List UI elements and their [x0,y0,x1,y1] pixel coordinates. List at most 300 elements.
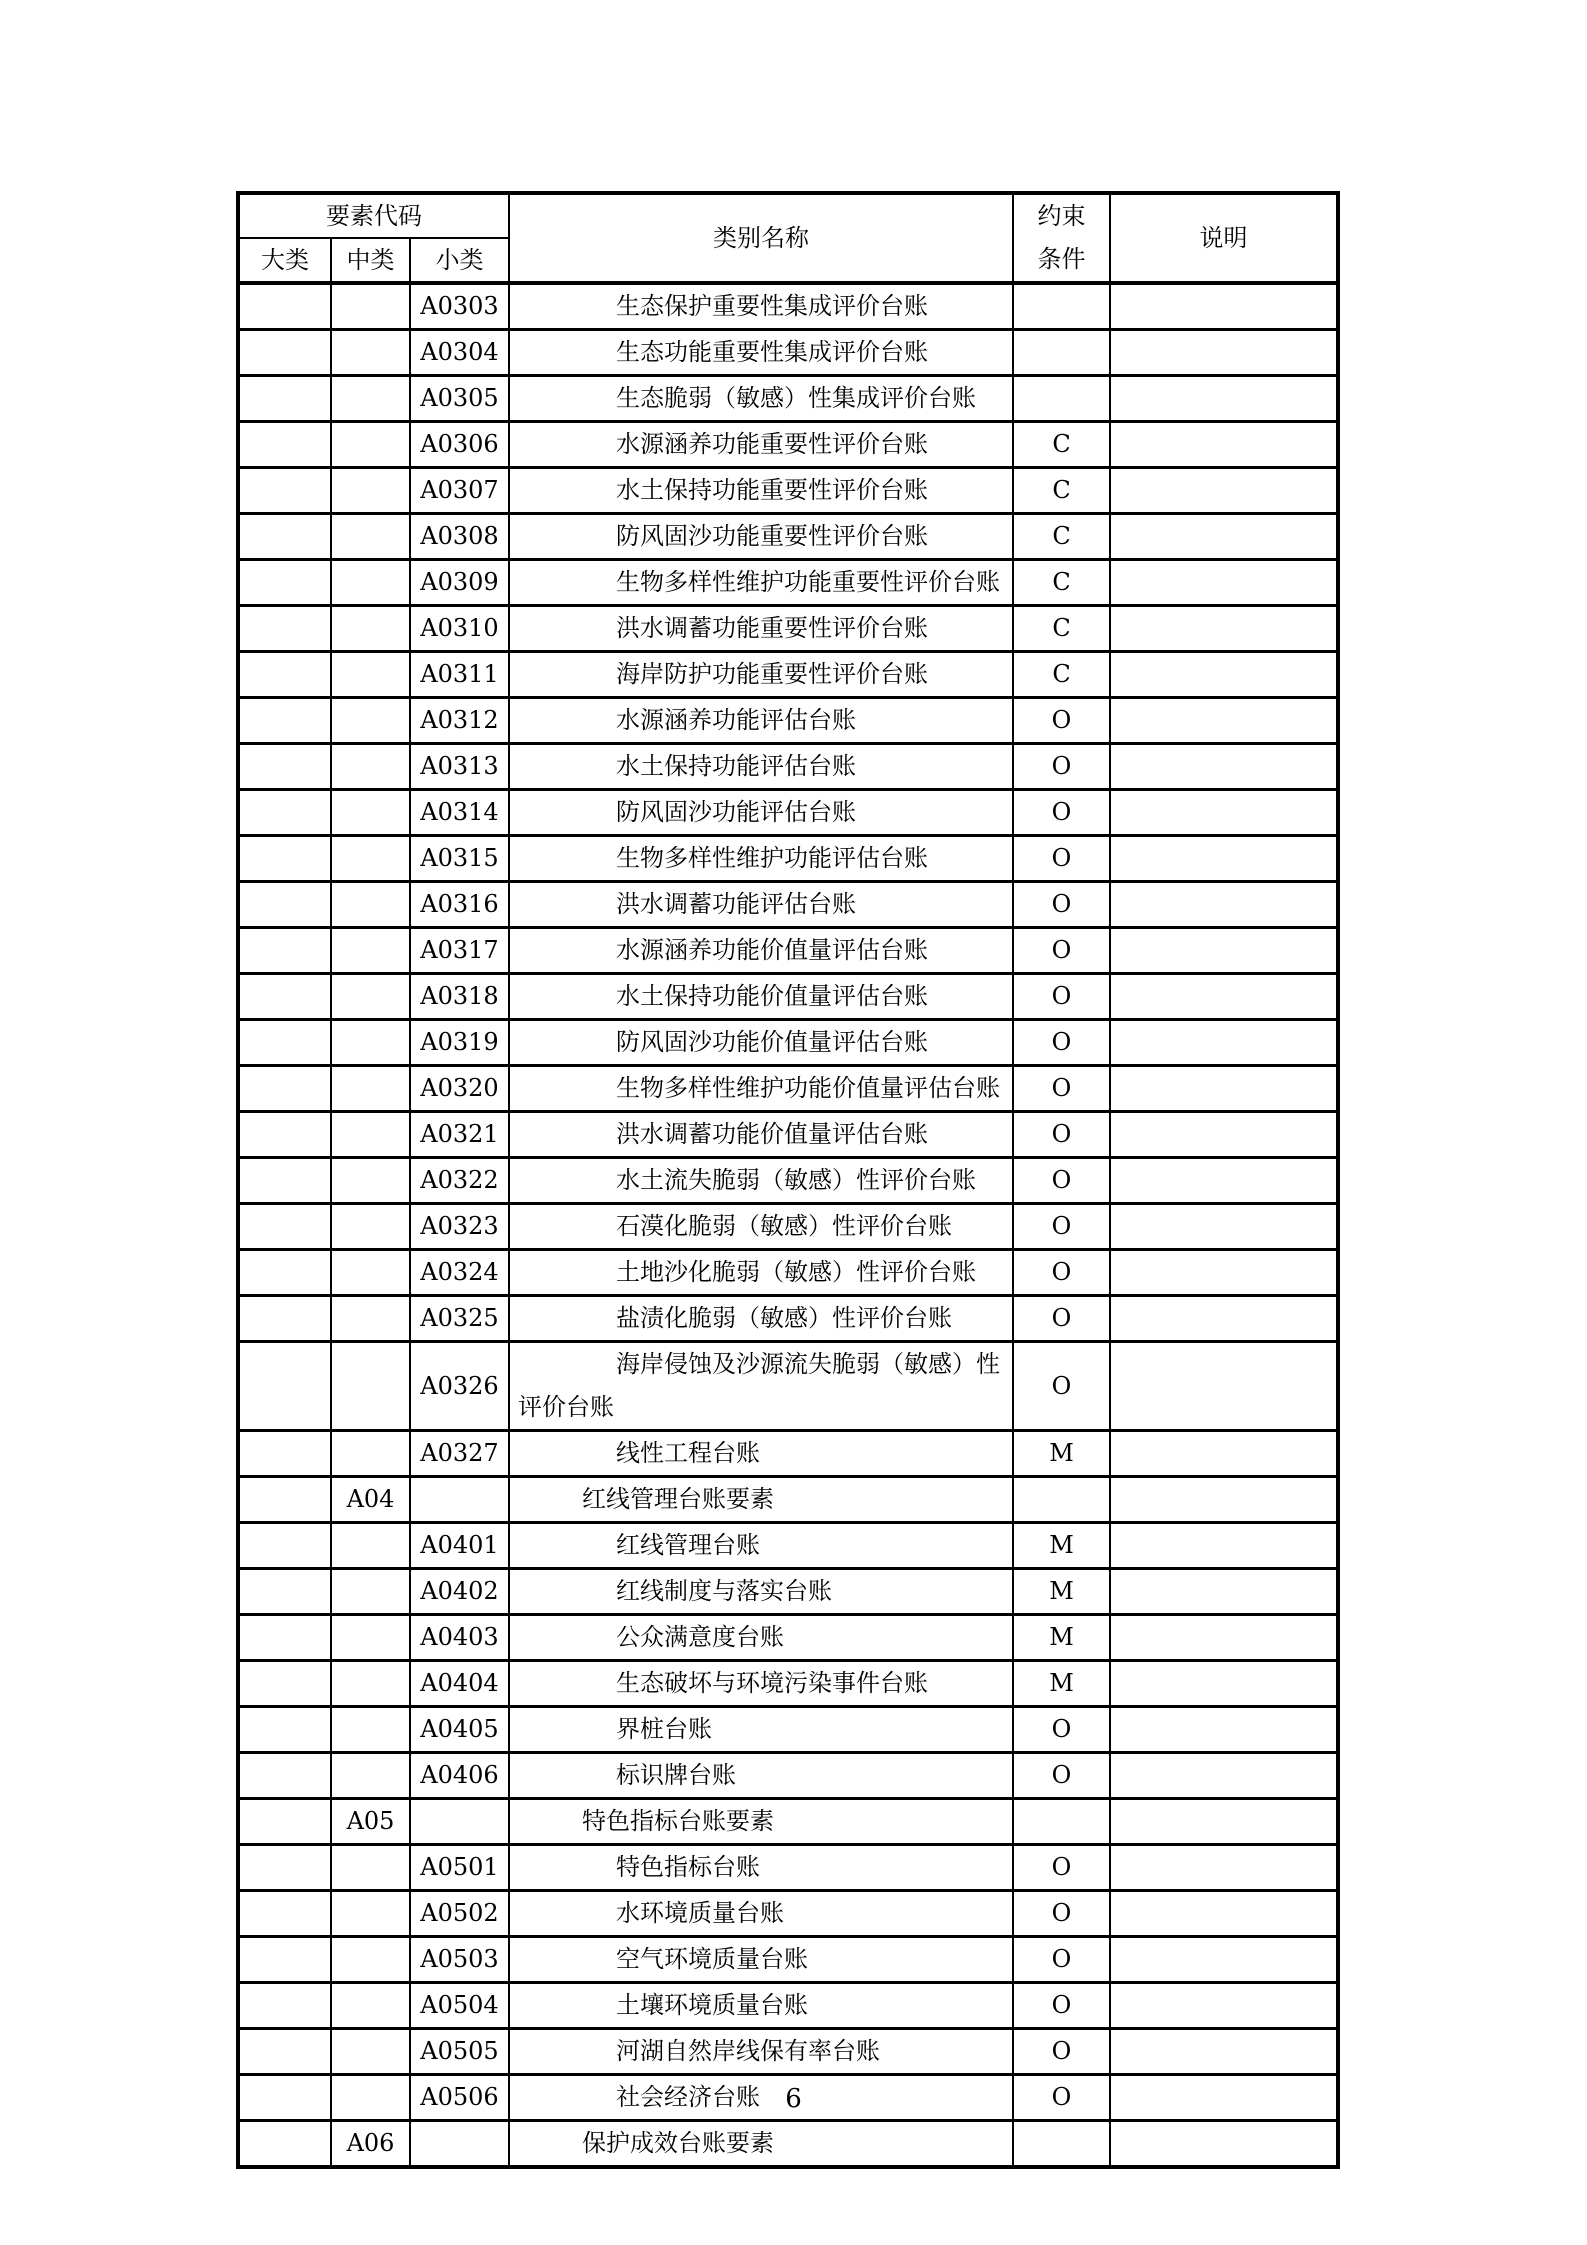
description-cell [1110,1066,1338,1112]
middle-class-cell [331,2029,410,2075]
header-constraint [1013,193,1110,283]
minor-class-cell: A0319 [410,1020,509,1066]
category-name-text: 洪水调蓄功能重要性评价台账 [616,614,928,642]
description-cell [1110,974,1338,1020]
table-row [238,560,1338,606]
minor-class-cell: A0320 [410,1066,509,1112]
description-cell [1110,376,1338,422]
description-cell [1110,652,1338,698]
constraint-cell: O [1013,1845,1110,1891]
table-row [238,1112,1338,1158]
category-name-text: 土地沙化脆弱（敏感）性评价台账 [616,1258,976,1286]
description-cell [1110,2029,1338,2075]
category-name-cell [509,1937,1013,1983]
table-row [238,330,1338,376]
category-name-cell [509,2029,1013,2075]
table-row [238,882,1338,928]
category-name-text: 生物多样性维护功能价值量评估台账 [616,1074,1000,1102]
constraint-cell: C [1013,514,1110,560]
category-name-text: 线性工程台账 [616,1439,760,1467]
description-cell [1110,330,1338,376]
table-header [238,193,1338,283]
description-cell [1110,1753,1338,1799]
constraint-cell: O [1013,1983,1110,2029]
category-name-cell [509,1431,1013,1477]
description-cell [1110,744,1338,790]
description-cell [1110,1296,1338,1342]
middle-class-cell [331,330,410,376]
category-name-text: 洪水调蓄功能评估台账 [616,890,856,918]
category-name-text: 土壤环境质量台账 [616,1991,808,2019]
description-cell [1110,1891,1338,1937]
middle-class-cell [331,1891,410,1937]
table-row [238,1845,1338,1891]
description-cell [1110,1158,1338,1204]
table-row [238,1615,1338,1661]
description-cell [1110,1845,1338,1891]
minor-class-cell: A0502 [410,1891,509,1937]
constraint-cell: O [1013,790,1110,836]
description-cell [1110,1431,1338,1477]
category-name-cell [509,928,1013,974]
minor-class-cell: A0310 [410,606,509,652]
middle-class-cell [331,928,410,974]
category-name-cell [509,560,1013,606]
major-class-cell [238,514,331,560]
minor-class-cell: A0322 [410,1158,509,1204]
middle-class-cell [331,1753,410,1799]
minor-class-cell: A0403 [410,1615,509,1661]
category-name-text: 石漠化脆弱（敏感）性评价台账 [616,1212,952,1240]
middle-class-cell [331,560,410,606]
constraint-cell: O [1013,974,1110,1020]
constraint-cell [1013,330,1110,376]
category-name-cell [509,790,1013,836]
header-middle-class: 中类 [331,238,410,283]
description-cell [1110,1661,1338,1707]
table-row [238,1066,1338,1112]
category-name-text: 盐渍化脆弱（敏感）性评价台账 [616,1304,952,1332]
constraint-cell: O [1013,1707,1110,1753]
minor-class-cell: A0314 [410,790,509,836]
minor-class-cell: A0317 [410,928,509,974]
description-cell [1110,1937,1338,1983]
constraint-cell: O [1013,836,1110,882]
category-name-cell [509,1342,1013,1431]
constraint-cell [1013,376,1110,422]
category-name-cell [509,1569,1013,1615]
constraint-cell: M [1013,1615,1110,1661]
middle-class-cell: A05 [331,1799,410,1845]
category-name-cell [509,1158,1013,1204]
middle-class-cell [331,606,410,652]
minor-class-cell [410,2121,509,2168]
minor-class-cell: A0325 [410,1296,509,1342]
constraint-cell: M [1013,1569,1110,1615]
constraint-cell: O [1013,1204,1110,1250]
minor-class-cell: A0312 [410,698,509,744]
category-name-cell [509,882,1013,928]
constraint-cell: C [1013,652,1110,698]
minor-class-cell: A0404 [410,1661,509,1707]
minor-class-cell: A0401 [410,1523,509,1569]
description-cell [1110,283,1338,330]
minor-class-cell: A0405 [410,1707,509,1753]
minor-class-cell: A0321 [410,1112,509,1158]
table-body [238,283,1338,2167]
middle-class-cell [331,1661,410,1707]
major-class-cell [238,790,331,836]
minor-class-cell: A0406 [410,1753,509,1799]
category-name-text: 防风固沙功能价值量评估台账 [616,1028,928,1056]
description-cell [1110,514,1338,560]
category-name-text: 标识牌台账 [616,1761,736,1789]
category-name-cell [509,1661,1013,1707]
table-row [238,376,1338,422]
header-minor-class: 小类 [410,238,509,283]
description-cell [1110,698,1338,744]
middle-class-cell [331,1983,410,2029]
constraint-cell: M [1013,1523,1110,1569]
description-cell [1110,422,1338,468]
minor-class-cell: A0505 [410,2029,509,2075]
category-name-cell [509,1753,1013,1799]
constraint-cell: O [1013,1296,1110,1342]
constraint-cell: O [1013,698,1110,744]
category-name-cell [509,1799,1013,1845]
major-class-cell [238,1983,331,2029]
major-class-cell [238,652,331,698]
category-name-cell [509,514,1013,560]
minor-class-cell: A0327 [410,1431,509,1477]
category-name-cell [509,1066,1013,1112]
middle-class-cell [331,882,410,928]
middle-class-cell [331,468,410,514]
description-cell [1110,1204,1338,1250]
table-row [238,1477,1338,1523]
major-class-cell [238,836,331,882]
table-row [238,468,1338,514]
minor-class-cell: A0311 [410,652,509,698]
constraint-cell: C [1013,422,1110,468]
major-class-cell [238,1753,331,1799]
category-name-cell [509,1204,1013,1250]
major-class-cell [238,1845,331,1891]
minor-class-cell: A0504 [410,1983,509,2029]
category-name-text: 保护成效台账要素 [582,2129,774,2157]
middle-class-cell [331,1296,410,1342]
middle-class-cell [331,1707,410,1753]
minor-class-cell: A0305 [410,376,509,422]
middle-class-cell [331,1615,410,1661]
category-name-cell [509,974,1013,1020]
category-name-text: 生态保护重要性集成评价台账 [616,292,928,320]
major-class-cell [238,1431,331,1477]
major-class-cell [238,560,331,606]
table-row [238,1250,1338,1296]
category-name-text: 河湖自然岸线保有率台账 [616,2037,880,2065]
header-major-class: 大类 [238,238,331,283]
minor-class-cell: A0307 [410,468,509,514]
constraint-cell: O [1013,1066,1110,1112]
middle-class-cell [331,744,410,790]
table-row [238,1431,1338,1477]
category-name-text: 水土流失脆弱（敏感）性评价台账 [616,1166,976,1194]
category-name-cell [509,1983,1013,2029]
header-category-name: 类别名称 [509,193,1013,283]
major-class-cell [238,744,331,790]
category-name-cell [509,376,1013,422]
middle-class-cell: A06 [331,2121,410,2168]
major-class-cell [238,1615,331,1661]
table-row [238,1661,1338,1707]
constraint-cell: M [1013,1661,1110,1707]
description-cell [1110,1342,1338,1431]
middle-class-cell [331,1523,410,1569]
table-row [238,1158,1338,1204]
constraint-cell: O [1013,928,1110,974]
major-class-cell [238,698,331,744]
minor-class-cell [410,1477,509,1523]
category-name-text: 防风固沙功能重要性评价台账 [616,522,928,550]
major-class-cell [238,1569,331,1615]
category-name-text: 水源涵养功能价值量评估台账 [616,936,928,964]
middle-class-cell [331,1158,410,1204]
category-name-text: 生态脆弱（敏感）性集成评价台账 [616,384,976,412]
description-cell [1110,1250,1338,1296]
major-class-cell [238,1937,331,1983]
middle-class-cell [331,283,410,330]
page-number: 6 [785,2084,802,2114]
header-element-code: 要素代码 [238,193,509,238]
major-class-cell [238,2121,331,2168]
constraint-cell: O [1013,2029,1110,2075]
major-class-cell [238,882,331,928]
category-name-cell [509,1523,1013,1569]
category-name-text: 红线制度与落实台账 [616,1577,832,1605]
minor-class-cell: A0323 [410,1204,509,1250]
constraint-cell: M [1013,1431,1110,1477]
table-row [238,928,1338,974]
category-name-cell [509,1615,1013,1661]
major-class-cell [238,1661,331,1707]
category-name-text: 特色指标台账 [616,1853,760,1881]
major-class-cell [238,1342,331,1431]
table-row [238,974,1338,1020]
category-name-cell [509,422,1013,468]
category-name-cell [509,606,1013,652]
middle-class-cell [331,974,410,1020]
minor-class-cell: A0303 [410,283,509,330]
constraint-cell: O [1013,1891,1110,1937]
category-name-cell [509,2121,1013,2168]
category-name-cell [509,283,1013,330]
category-name-text: 红线管理台账 [616,1531,760,1559]
description-cell [1110,1569,1338,1615]
minor-class-cell: A0304 [410,330,509,376]
constraint-cell: O [1013,1753,1110,1799]
category-name-cell [509,1296,1013,1342]
middle-class-cell [331,1250,410,1296]
middle-class-cell [331,1431,410,1477]
middle-class-cell [331,1845,410,1891]
description-cell [1110,1707,1338,1753]
category-name-cell [509,1891,1013,1937]
table-row [238,1891,1338,1937]
table-row [238,2121,1338,2168]
constraint-cell: O [1013,1937,1110,1983]
minor-class-cell: A0503 [410,1937,509,1983]
category-name-cell [509,1707,1013,1753]
table-row [238,652,1338,698]
constraint-cell: O [1013,744,1110,790]
minor-class-cell: A0308 [410,514,509,560]
major-class-cell [238,606,331,652]
middle-class-cell [331,422,410,468]
minor-class-cell: A0313 [410,744,509,790]
category-name-text: 公众满意度台账 [616,1623,784,1651]
header-description: 说明 [1110,193,1338,283]
table-row [238,744,1338,790]
constraint-cell: C [1013,468,1110,514]
table-row [238,836,1338,882]
constraint-cell [1013,1477,1110,1523]
major-class-cell [238,1707,331,1753]
category-name-text: 洪水调蓄功能价值量评估台账 [616,1120,928,1148]
minor-class-cell [410,1799,509,1845]
major-class-cell [238,1477,331,1523]
constraint-cell: C [1013,560,1110,606]
middle-class-cell [331,376,410,422]
category-name-text: 生物多样性维护功能重要性评价台账 [616,568,1000,596]
constraint-cell: O [1013,1112,1110,1158]
table-row [238,1342,1338,1431]
major-class-cell [238,974,331,1020]
table-row [238,790,1338,836]
middle-class-cell [331,698,410,744]
major-class-cell [238,376,331,422]
table-row [238,1983,1338,2029]
constraint-cell: C [1013,606,1110,652]
description-cell [1110,1477,1338,1523]
category-name-text: 红线管理台账要素 [582,1485,774,1513]
major-class-cell [238,283,331,330]
category-name-text: 海岸防护功能重要性评价台账 [616,660,928,688]
category-name-text: 防风固沙功能评估台账 [616,798,856,826]
table-row [238,1569,1338,1615]
description-cell [1110,606,1338,652]
category-name-text: 水土保持功能评估台账 [616,752,856,780]
description-cell [1110,836,1338,882]
table-row [238,1020,1338,1066]
middle-class-cell [331,836,410,882]
table-row [238,606,1338,652]
minor-class-cell: A0309 [410,560,509,606]
major-class-cell [238,1112,331,1158]
category-name-text: 水源涵养功能重要性评价台账 [616,430,928,458]
major-class-cell [238,1250,331,1296]
category-name-cell [509,1020,1013,1066]
middle-class-cell [331,1204,410,1250]
category-name-text: 生态功能重要性集成评价台账 [616,338,928,366]
major-class-cell [238,2029,331,2075]
category-name-cell [509,1845,1013,1891]
category-name-text: 空气环境质量台账 [616,1945,808,1973]
constraint-cell [1013,2121,1110,2168]
category-name-cell [509,836,1013,882]
description-cell [1110,1983,1338,2029]
table-row [238,1204,1338,1250]
minor-class-cell: A0318 [410,974,509,1020]
description-cell [1110,1523,1338,1569]
constraint-cell: O [1013,882,1110,928]
major-class-cell [238,1296,331,1342]
table-row [238,283,1338,330]
minor-class-cell: A0402 [410,1569,509,1615]
category-name-cell [509,1477,1013,1523]
major-class-cell [238,1523,331,1569]
table-row [238,514,1338,560]
middle-class-cell [331,514,410,560]
major-class-cell [238,1891,331,1937]
table-row [238,2029,1338,2075]
category-name-text: 社会经济台账 [616,2083,760,2111]
minor-class-cell: A0506 [410,2075,509,2121]
constraint-cell: O [1013,2075,1110,2121]
description-cell [1110,790,1338,836]
table-row [238,422,1338,468]
description-cell [1110,1112,1338,1158]
table-row [238,1523,1338,1569]
major-class-cell [238,1799,331,1845]
major-class-cell [238,330,331,376]
minor-class-cell: A0324 [410,1250,509,1296]
category-name-cell [509,468,1013,514]
table-row [238,1707,1338,1753]
middle-class-cell [331,1342,410,1431]
description-cell [1110,468,1338,514]
category-name-cell [509,652,1013,698]
table-row [238,698,1338,744]
category-name-text: 水土保持功能重要性评价台账 [616,476,928,504]
table-row [238,1799,1338,1845]
major-class-cell [238,422,331,468]
category-name-text: 生态破坏与环境污染事件台账 [616,1669,928,1697]
category-name-cell [509,698,1013,744]
category-name-cell [509,744,1013,790]
category-name-text: 特色指标台账要素 [582,1807,774,1835]
middle-class-cell [331,1937,410,1983]
category-name-text: 水土保持功能价值量评估台账 [616,982,928,1010]
middle-class-cell: A04 [331,1477,410,1523]
middle-class-cell [331,1020,410,1066]
middle-class-cell [331,1569,410,1615]
description-cell [1110,1799,1338,1845]
description-cell [1110,1020,1338,1066]
minor-class-cell: A0315 [410,836,509,882]
middle-class-cell [331,1066,410,1112]
category-name-text: 界桩台账 [616,1715,712,1743]
classification-table [236,191,1340,2169]
constraint-cell [1013,1799,1110,1845]
category-name-text: 生物多样性维护功能评估台账 [616,844,928,872]
middle-class-cell [331,1112,410,1158]
description-cell [1110,2121,1338,2168]
major-class-cell [238,1204,331,1250]
major-class-cell [238,1066,331,1112]
table-row [238,1296,1338,1342]
constraint-cell: O [1013,1250,1110,1296]
